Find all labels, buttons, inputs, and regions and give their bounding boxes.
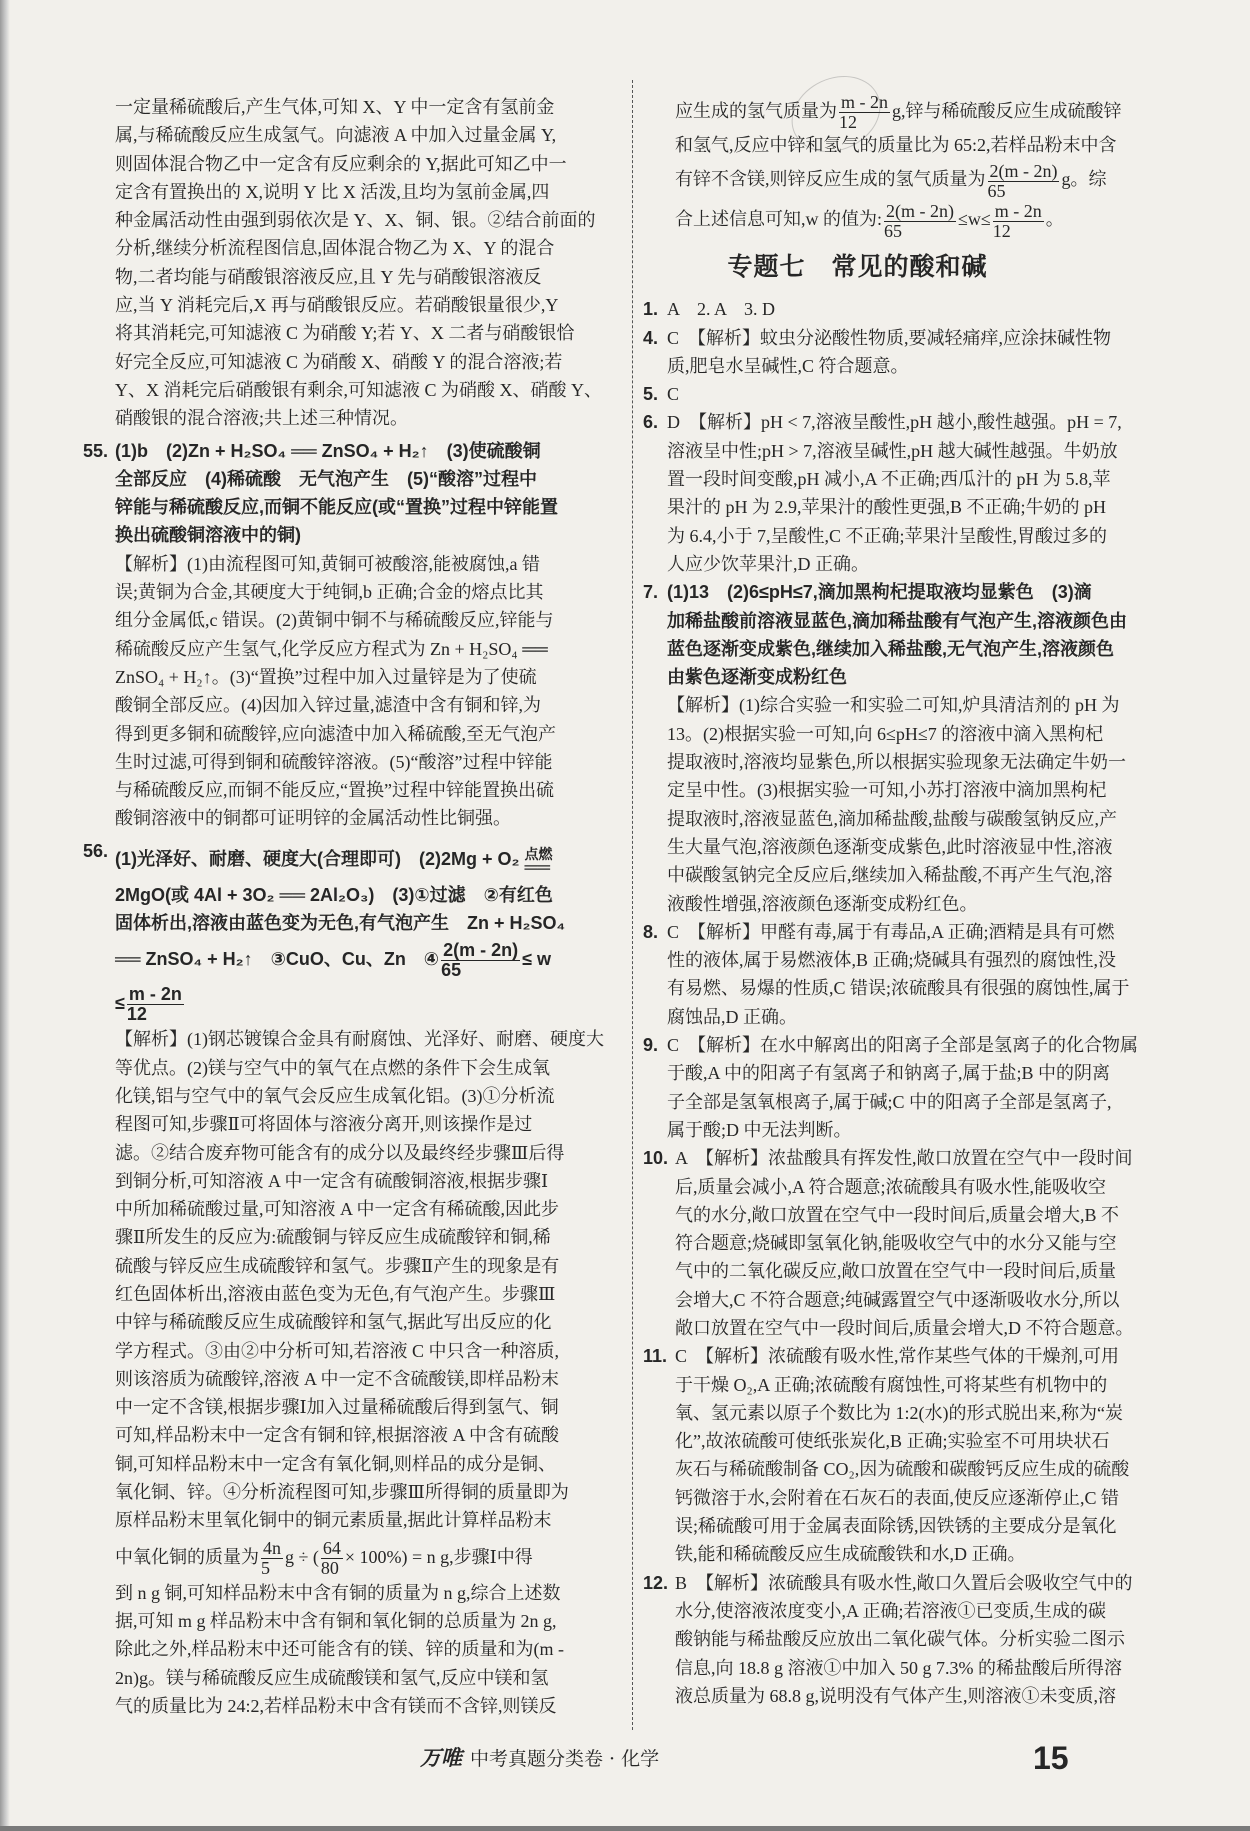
text-line: 酸铜全部反应。(4)因加入锌过量,滤渣中含有铜和锌,为 [115, 695, 541, 716]
fraction-denominator: 80 [320, 1558, 339, 1579]
text-line [115, 837, 553, 881]
equals-sign: ══ [524, 856, 551, 877]
text-line: 符合题意;烧碱即氢氧化钠,能吸收空气中的水分又能与空 [675, 1233, 1117, 1254]
answer-body [643, 408, 1122, 578]
text-line: 提取液时,溶液均显紫色,所以根据实验现象无法确定牛奶一 [667, 752, 1126, 773]
text-line: 质,肥皂水呈碱性,C 符合题意。 [667, 355, 909, 376]
fraction [261, 1539, 283, 1578]
text-line: 物,二者均能与硝酸银溶液反应,且 Y 先与硝酸银溶液反 [115, 266, 542, 287]
text-line: 定含有置换出的 X,说明 Y 比 X 活泼,且均为氢前金属,四 [115, 181, 550, 202]
answer-item [83, 437, 558, 833]
question-number: 12. [643, 1572, 669, 1593]
text-segment: ≤w≤ [957, 209, 991, 230]
text-line: 性的液体,属于易燃液体,B 正确;烧碱具有强烈的腐蚀性,没 [667, 950, 1117, 971]
text-line: 13。(2)根据实验一可知,向 6≤pH≤7 的溶液中滴入黑枸杞 [667, 723, 1104, 744]
text-line: 为 6.4,小于 7,呈酸性,C 不正确;苹果汁呈酸性,胃酸过多的 [667, 525, 1108, 546]
answer-item [643, 295, 1072, 323]
answer-text [115, 837, 566, 1026]
analysis-text [675, 1144, 1134, 1342]
text-segment: 。 [1045, 209, 1064, 230]
analysis-text [675, 1342, 1130, 1568]
text-line: 稀硫酸反应产生氢气,化学反应方程式为 Zn + H₂SO₄ ══ [115, 638, 548, 659]
fraction-denominator: 5 [261, 1558, 270, 1579]
text-line: B 【解析】浓硫酸具有吸水性,敞口久置后会吸收空气中的 [675, 1572, 1133, 1593]
fraction-denominator: 65 [441, 960, 462, 981]
text-line: 置一段时间变酸,pH 减小,A 不正确;西瓜汁的 pH 为 5.8,苹 [667, 469, 1111, 490]
text-line: C 【解析】蚊虫分泌酸性物质,要减轻痛痒,应涂抹碱性物 [667, 327, 1112, 348]
text-line: A 【解析】浓盐酸具有挥发性,敞口放置在空气中一段时间 [675, 1148, 1133, 1169]
fraction [321, 1539, 343, 1578]
text-segment: × 100%) = n g,步骤Ⅰ中得 [344, 1546, 533, 1567]
answer-body [643, 1569, 1133, 1710]
text-line: 灰石与稀硫酸制备 CO₂,因为硫酸和碳酸钙反应生成的硫酸 [675, 1459, 1130, 1480]
text-line: 滤。②结合废弃物可能含有的成分以及最终经步骤Ⅲ后得 [115, 1142, 565, 1163]
answer-body [83, 837, 604, 1720]
question-number: 4. [643, 327, 659, 348]
answer-item [643, 324, 1112, 381]
fraction [993, 202, 1044, 241]
question-number: 1. [643, 299, 659, 320]
fraction-denominator: 65 [884, 220, 902, 241]
text-line: 液总质量为 68.8 g,说明没有气体产生,则溶液①未变质,溶 [675, 1685, 1116, 1706]
text-line: 全部反应 (4)稀硫酸 无气泡产生 (5)“酸溶”过程中 [115, 468, 537, 489]
text-line: 气的质量比为 24:2,若样品粉末中含有镁而不含锌,则镁反 [115, 1695, 557, 1716]
text-line: (1)b (2)Zn + H₂SO₄ ══ ZnSO₄ + H₂↑ (3)使硫酸铜 [115, 440, 541, 461]
text-segment: g。综 [1061, 169, 1107, 190]
text-line: 中碳酸氢钠完全反应后,继续加入稀盐酸,不再产生气泡,溶 [667, 865, 1113, 886]
text-line: 程图可知,步骤Ⅱ可将固体与溶液分离开,则该操作是过 [115, 1114, 533, 1135]
text-segment: ≤ [115, 993, 125, 1014]
text-segment: 应生成的氢气质量为 [675, 101, 837, 121]
fraction-denominator: 12 [839, 112, 857, 133]
book-series-title: 中考真题分类卷 · 化学 [470, 1748, 660, 1770]
answer-body [643, 918, 1130, 1031]
answer-item [643, 1342, 1130, 1568]
text-line [675, 91, 1122, 133]
fraction-denominator: 12 [126, 1004, 147, 1025]
analysis-text [667, 918, 1130, 1031]
text-segment: 合上述信息可知,w 的值为: [675, 209, 882, 230]
text-line: 据,可知 m g 样品粉末中含有铜和氧化铜的总质量为 2n g, [115, 1610, 557, 1631]
question-number: 5. [643, 384, 659, 405]
text-line: C 【解析】甲醛有毒,属于有毒品,A 正确;酒精是具有可燃 [667, 921, 1115, 942]
text-line: 一定量稀硫酸后,产生气体,可知 X、Y 中一定含有氢前金 [115, 97, 555, 117]
text-line: 得到更多铜和硫酸锌,应向滤渣中加入稀硫酸,至无气泡产 [115, 723, 556, 744]
fraction-denominator: 65 [987, 180, 1006, 201]
answer-text [115, 437, 558, 550]
answer-body [643, 324, 1112, 381]
question-number: 56. [83, 840, 109, 861]
text-line: 组分金属低,c 错误。(2)黄铜中铜不与稀硫酸反应,锌能与 [115, 610, 554, 631]
text-line: 加稀盐酸前溶液显蓝色,滴加稀盐酸有气泡产生,溶液颜色由 [667, 610, 1127, 631]
text-line: 锌能与稀硫酸反应,而铜不能反应(或“置换”过程中锌能置 [115, 497, 558, 518]
condition-label: 点燃 [524, 845, 553, 862]
text-line: 后,质量会减小,A 符合题意;浓硫酸具有吸水性,能吸收空 [675, 1176, 1107, 1197]
answer-item [643, 1569, 1133, 1710]
text-line: 人应少饮苹果汁,D 正确。 [667, 553, 869, 574]
fraction-numerator: 4n [263, 1538, 281, 1559]
text-line: A 2. A 3. D [667, 299, 776, 320]
text-line: 则固体混合物乙中一定含有反应剩余的 Y,据此可知乙中一 [115, 153, 567, 174]
text-line: 酸钠能与稀盐酸反应放出二氧化碳气体。分析实验二图示 [675, 1629, 1125, 1650]
answer-body [643, 1144, 1134, 1342]
answer-item [643, 578, 1127, 918]
question-number: 55. [83, 440, 109, 461]
section-title: 专题七 常见的酸和碱 [727, 253, 988, 282]
text-line: 和氢气,反应中锌和氢气的质量比为 65:2,若样品粉末中含 [675, 135, 1117, 155]
text-line [675, 199, 1072, 239]
text-line: 学方程式。③由②中分析可知,若溶液 C 中只含一种溶质, [115, 1340, 560, 1361]
text-line: 2MgO(或 4Al + 3O₂ ══ 2Al₂O₃) (3)①过滤 ②有红色 [115, 884, 553, 905]
analysis-text [115, 550, 556, 833]
text-line: 【解析】(1)钢芯镀镍合金具有耐腐蚀、光泽好、耐磨、硬度大 [115, 1029, 604, 1050]
analysis-text [115, 1025, 604, 1720]
text-line: 于酸,A 中的阳离子有氢离子和钠离子,属于盐;B 中的阴离 [667, 1063, 1111, 1084]
brand-logo: 万唯 [420, 1747, 462, 1770]
analysis-text [667, 691, 1126, 917]
page-edge-shadow [0, 0, 10, 1831]
text-line: 定呈中性。(3)根据实验一可知,小苏打溶液中滴加黑枸杞 [667, 780, 1107, 801]
page-footer [0, 1740, 1250, 1776]
analysis-text [667, 408, 1122, 578]
text-line: 应,当 Y 消耗完后,X 再与硝酸银反应。若硝酸银量很少,Y [115, 295, 559, 316]
question-number: 8. [643, 921, 659, 942]
question-number: 7. [643, 582, 659, 603]
text-line: (1)13 (2)6≤pH≤7,滴加黑枸杞提取液均显紫色 (3)滴 [667, 582, 1092, 603]
text-line: 由紫色逐渐变成粉红色 [667, 667, 847, 688]
text-segment: g ÷ ( [285, 1546, 319, 1567]
text-line: 到铜分析,可知溶液 A 中一定含有硫酸铜溶液,根据步骤Ⅰ [115, 1170, 549, 1191]
text-segment: g,锌与稀硫酸反应生成硫酸锌 [892, 101, 1122, 121]
text-line: 液酸性增强,溶液颜色逐渐变成粉红色。 [667, 893, 978, 914]
text-line: 红色固体析出,溶液由蓝色变为无色,有气泡产生。步骤Ⅲ [115, 1283, 556, 1304]
text-line: 钙微溶于水,会附着在石灰石的表面,使反应逐渐停止,C 错 [675, 1487, 1120, 1508]
text-line: 气中的二氧化碳反应,敞口放置在空气中一段时间后,质量 [675, 1261, 1116, 1282]
text-line: 硫酸与锌反应生成硫酸锌和氢气。步骤Ⅱ产生的现象是有 [115, 1255, 560, 1276]
answer-body [643, 380, 1072, 408]
text-line: 误;稀硫酸可用于金属表面除锈,因铁锈的主要成分是氧化 [675, 1516, 1117, 1537]
fraction-numerator: 2(m - 2n) [886, 200, 954, 221]
answer-body [83, 93, 602, 433]
fraction-numerator: m - 2n [128, 984, 182, 1005]
text-line [675, 159, 1107, 201]
text-line: 中所加稀硫酸过量,可知溶液 A 中一定含有稀硫酸,因此步 [115, 1199, 560, 1220]
text-line: 溶液呈中性;pH > 7,溶液呈碱性,pH 越大碱性越强。牛奶放 [667, 440, 1118, 461]
question-number: 11. [643, 1346, 668, 1367]
text-line: 中锌与稀硫酸反应生成硫酸锌和氢气,据此写出反应的化 [115, 1312, 552, 1333]
answer-item [83, 93, 602, 433]
text-line: 原样品粉末里氧化铜中的铜元素质量,据此计算样品粉末 [115, 1510, 552, 1531]
text-line: 敞口放置在空气中一段时间后,质量会增大,D 不符合题意。 [675, 1317, 1134, 1338]
text-line: C 【解析】在水中解离出的阳离子全部是氢离子的化合物属 [667, 1035, 1139, 1056]
text-line: D 【解析】pH < 7,溶液呈酸性,pH 越小,酸性越强。pH = 7, [667, 412, 1122, 433]
answer-item [643, 408, 1122, 578]
text-line: 氧化铜、锌。④分析流程图可知,步骤Ⅲ所得铜的质量即为 [115, 1482, 569, 1503]
text-segment: ══ ZnSO₄ + H₂↑ ③CuO、Cu、Zn ④ [115, 949, 440, 970]
answer-item [83, 837, 604, 1720]
answer-body [83, 437, 558, 833]
question-number: 6. [643, 412, 659, 433]
fraction [884, 202, 956, 241]
fraction-numerator: 2(m - 2n) [989, 160, 1058, 181]
answer-item [643, 1144, 1134, 1342]
text-line: 会增大,C 不符合题意;纯碱露置空气中逐渐吸收水分,所以 [675, 1289, 1120, 1310]
text-line: 果汁的 pH 为 2.9,苹果汁的酸性更强,B 不正确;牛奶的 pH [667, 497, 1107, 518]
continued-analysis [643, 91, 1122, 241]
left-column [83, 93, 604, 1724]
text-line [115, 937, 551, 981]
answer-body [643, 295, 1072, 323]
text-line [115, 981, 512, 1025]
text-line: 2n)g。镁与稀硫酸反应生成硫酸镁和氢气,反应中镁和氢 [115, 1667, 549, 1688]
text-line: 【解析】(1)由流程图可知,黄铜可被酸溶,能被腐蚀,a 错 [115, 553, 540, 574]
text-line: 中一定不含镁,根据步骤Ⅰ加入过量稀硫酸后得到氢气、铜 [115, 1397, 559, 1418]
text-line: 信息,向 18.8 g 溶液①中加入 50 g 7.3% 的稀盐酸后所得溶 [675, 1657, 1122, 1678]
fraction [988, 162, 1060, 201]
text-line: 子全部是氢氧根离子,属于碱;C 中的阳离子全部是氢离子, [667, 1091, 1112, 1112]
page-number: 15 [1033, 1740, 1069, 1776]
text-line: 化镁,铝与空气中的氧气会反应生成氧化铝。(3)①分析流 [115, 1085, 555, 1106]
analysis-text [667, 295, 1072, 323]
answer-list [643, 295, 1139, 1710]
text-line [115, 1535, 533, 1579]
text-line: 铁,能和稀硫酸反应生成硫酸铁和水,D 正确。 [675, 1544, 1026, 1565]
fraction-numerator: m - 2n [841, 92, 888, 113]
fraction [441, 941, 520, 980]
analysis-text [667, 324, 1112, 381]
text-line: 好完全反应,可知滤液 C 为硝酸 X、硝酸 Y 的混合溶液;若 [115, 351, 563, 372]
question-number: 10. [643, 1148, 669, 1169]
question-number: 9. [643, 1035, 659, 1056]
text-line: 氧、氢元素以原子个数比为 1:2(水)的形式脱出来,称为“炭 [675, 1402, 1123, 1423]
text-line: 铜,可知样品粉末中一定含有氧化铜,则样品的成分是铜、 [115, 1453, 556, 1474]
text-line: 有易燃、易爆的性质,C 错误;浓硫酸具有很强的腐蚀性,属于 [667, 978, 1130, 999]
text-line: 硝酸银的混合溶液;共上述三种情况。 [115, 408, 408, 429]
answer-text [667, 578, 1127, 691]
fraction-denominator: 12 [992, 220, 1011, 241]
fraction [127, 985, 184, 1024]
text-line: 到 n g 铜,可知样品粉末中含有铜的质量为 n g,综合上述数 [115, 1582, 561, 1603]
analysis-text [675, 1569, 1133, 1710]
text-line: 种金属活动性由强到弱依次是 Y、X、铜、银。②结合前面的 [115, 210, 596, 231]
text-line: 换出硫酸铜溶液中的铜) [115, 525, 301, 546]
answer-item [643, 380, 1072, 408]
text-line: 可知,样品粉末中一定含有铜和锌,根据溶液 A 中含有硫酸 [115, 1425, 560, 1446]
analysis-text [115, 93, 602, 433]
text-line: 提取液时,溶液显蓝色,滴加稀盐酸,盐酸与碳酸氢钠反应,产 [667, 808, 1117, 829]
text-line: 于干燥 O₂,A 正确;浓硫酸有腐蚀性,可将某些有机物中的 [675, 1374, 1108, 1395]
text-line: 属于酸;D 中无法判断。 [667, 1119, 852, 1140]
text-line: 则该溶质为硫酸锌,溶液 A 中一定不含硫酸镁,即样品粉末 [115, 1368, 560, 1389]
answer-item [643, 918, 1130, 1031]
text-line: 与稀硫酸反应,而铜不能反应,“置换”过程中锌能置换出硫 [115, 780, 554, 801]
answer-body [643, 1031, 1139, 1144]
text-line: 属,与稀硫酸反应生成氢气。向滤液 A 中加入过量金属 Y, [115, 125, 557, 146]
text-line: 【解析】(1)综合实验一和实验二可知,炉具清洁剂的 pH 为 [667, 695, 1120, 716]
text-line: 骤Ⅱ所发生的反应为:硫酸铜与锌反应生成硫酸锌和铜,稀 [115, 1227, 551, 1248]
text-line: 误;黄铜为合金,其硬度大于纯铜,b 正确;合金的熔点比其 [115, 582, 544, 603]
right-column [643, 91, 1139, 1710]
fraction-numerator: 64 [322, 1538, 341, 1559]
fraction [839, 93, 890, 132]
answer-body [643, 1342, 1130, 1568]
answer-item [643, 1031, 1139, 1144]
text-line: 除此之外,样品粉末中还可能含有的镁、锌的质量和为(m - [115, 1639, 564, 1660]
fraction-numerator: m - 2n [994, 200, 1042, 221]
text-line: 酸铜溶液中的铜都可证明锌的金属活动性比铜强。 [115, 808, 511, 829]
text-segment: ≤ w [522, 949, 551, 970]
text-line: ZnSO₄ + H₂↑。(3)“置换”过程中加入过量锌是为了使硫 [115, 666, 537, 687]
analysis-text [667, 1031, 1139, 1144]
text-line: 将其消耗完,可知滤液 C 为硝酸 Y;若 Y、X 二者与硝酸银恰 [115, 323, 575, 344]
text-line: 生时过滤,可得到铜和硫酸锌溶液。(5)“酸溶”过程中锌能 [115, 751, 553, 772]
text-line: C 【解析】浓硫酸有吸水性,常作某些气体的干燥剂,可用 [675, 1346, 1120, 1367]
text-line: 水分,使溶液浓度变小,A 正确;若溶液①已变质,生成的碳 [675, 1600, 1107, 1621]
text-line: Y、X 消耗完后硝酸银有剩余,可知滤液 C 为硝酸 X、硝酸 Y、 [115, 379, 602, 400]
text-line: 蓝色逐渐变成紫色,继续加入稀盐酸,无气泡产生,溶液颜色 [667, 638, 1115, 659]
fraction-numerator: 2(m - 2n) [443, 940, 519, 961]
text-segment: 有锌不含镁,则锌反应生成的氢气质量为 [675, 169, 986, 190]
text-line: 固体析出,溶液由蓝色变为无色,有气泡产生 Zn + H₂SO₄ [115, 913, 566, 934]
analysis-text [667, 380, 1072, 408]
text-line: 气的水分,敞口放置在空气中一段时间后,质量会增大,B 不 [675, 1204, 1120, 1225]
text-segment: 中氧化铜的质量为 [115, 1546, 259, 1567]
text-line: 生大量气泡,溶液颜色逐渐变成紫色,此时溶液显中性,溶液 [667, 836, 1113, 857]
column-divider [632, 80, 633, 1730]
answer-body [643, 578, 1127, 918]
text-segment: (1)光泽好、耐磨、硬度大(合理即可) (2)2Mg + O₂ [115, 848, 525, 869]
text-line: 等优点。(2)镁与空气中的氧气在点燃的条件下会生成氧 [115, 1057, 550, 1078]
text-line: C [667, 384, 680, 405]
page-bottom-edge [0, 1826, 1250, 1831]
text-line: 腐蚀品,D 正确。 [667, 1006, 797, 1027]
reaction-condition [524, 845, 553, 877]
text-line: 分析,继续分析流程图信息,固体混合物乙为 X、Y 的混合 [115, 238, 555, 259]
text-line: 化”,故浓硫酸可使纸张炭化,B 正确;实验室不可用块状石 [675, 1431, 1110, 1452]
